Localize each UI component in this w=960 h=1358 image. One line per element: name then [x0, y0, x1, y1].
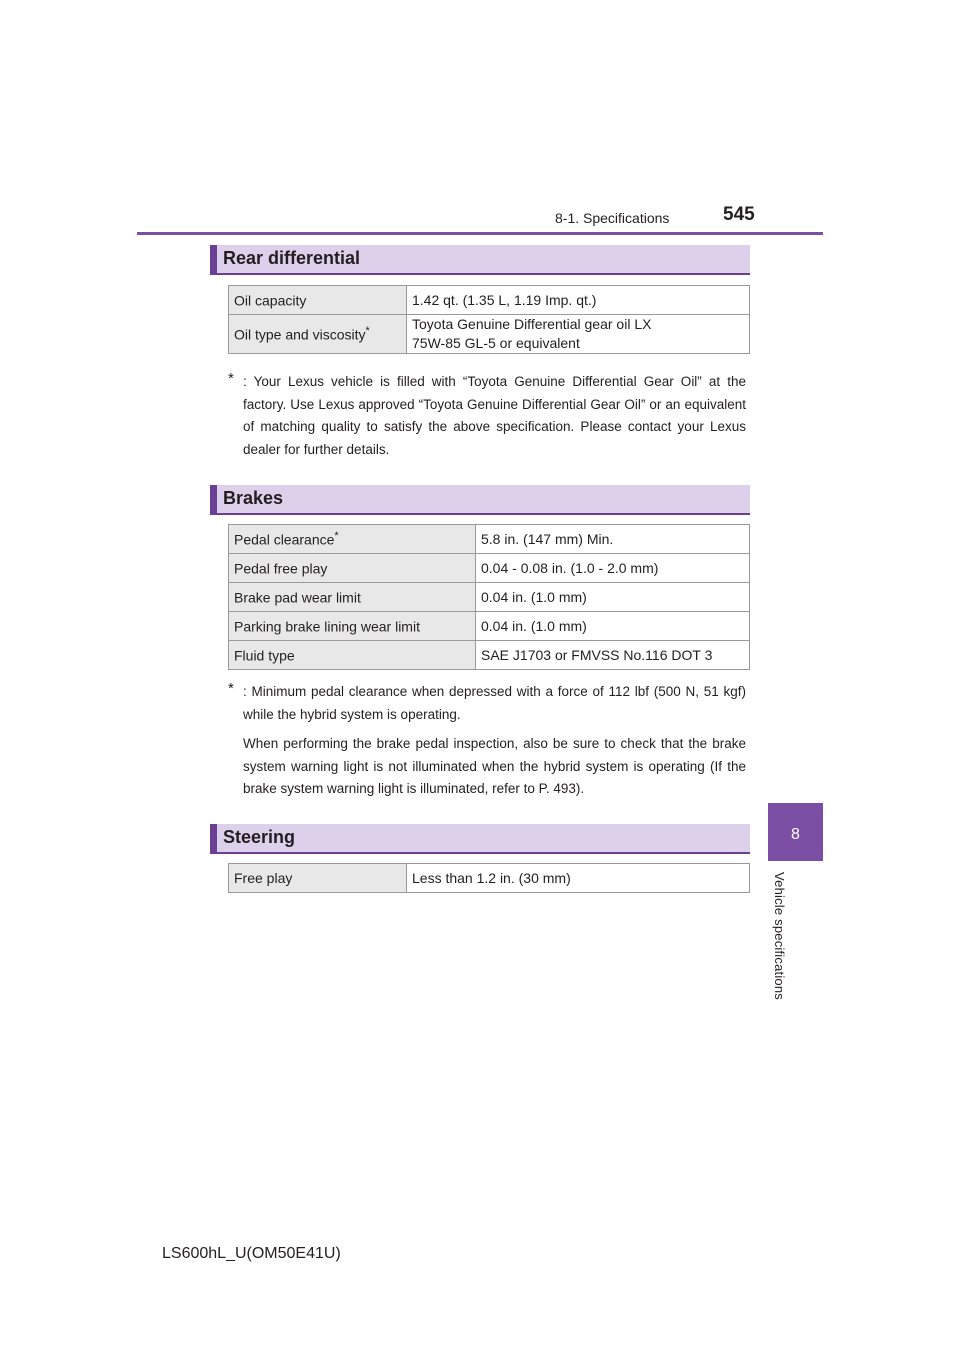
spec-value: 0.04 in. (1.0 mm) — [476, 612, 750, 641]
footnote-text: : Minimum pedal clearance when depressed with a force of 112 lbf (500 N, 51 kgf) while the hybrid system is operating. — [243, 684, 746, 722]
footnote-star: * — [228, 680, 234, 697]
table-row — [229, 525, 750, 554]
section-title: Steering — [223, 827, 296, 847]
table-row — [229, 315, 750, 354]
rear-differential-table — [228, 285, 750, 354]
chapter-tab[interactable] — [768, 803, 823, 861]
spec-value: SAE J1703 or FMVSS No.116 DOT 3 — [476, 641, 750, 670]
footnote-rear-differential — [228, 371, 746, 461]
header-section-title: 8-1. Specifications — [555, 210, 670, 226]
table-row — [229, 554, 750, 583]
spec-label: Parking brake lining wear limit — [229, 612, 476, 641]
spec-label: Pedal clearance* — [229, 525, 476, 554]
table-row — [229, 583, 750, 612]
section-heading-brakes — [210, 485, 750, 515]
document-code: LS600hL_U(OM50E41U) — [162, 1245, 341, 1262]
chapter-number: 8 — [791, 826, 800, 843]
spec-value: 0.04 in. (1.0 mm) — [476, 583, 750, 612]
footnote-star: * — [228, 370, 234, 387]
spec-label: Free play — [229, 864, 407, 893]
steering-table — [228, 863, 750, 893]
table-row — [229, 612, 750, 641]
table-row — [229, 641, 750, 670]
table-row — [229, 864, 750, 893]
spec-value: Toyota Genuine Differential gear oil LX 75W-85 GL-5 or equivalent — [407, 315, 750, 354]
header-rule — [137, 232, 823, 235]
spec-value: 1.42 qt. (1.35 L, 1.19 Imp. qt.) — [407, 286, 750, 315]
table-row — [229, 286, 750, 315]
section-title: Brakes — [223, 488, 284, 508]
spec-label: Oil capacity — [229, 286, 407, 315]
spec-value: 5.8 in. (147 mm) Min. — [476, 525, 750, 554]
spec-label: Pedal free play — [229, 554, 476, 583]
spec-value: 0.04 - 0.08 in. (1.0 - 2.0 mm) — [476, 554, 750, 583]
footnote-brakes — [228, 681, 746, 726]
section-heading-steering — [210, 824, 750, 854]
page-number: 545 — [723, 204, 755, 225]
spec-label: Oil type and viscosity* — [229, 315, 407, 354]
section-title: Rear differential — [223, 248, 361, 268]
spec-value: Less than 1.2 in. (30 mm) — [407, 864, 750, 893]
brakes-table — [228, 524, 750, 670]
spec-label: Brake pad wear limit — [229, 583, 476, 612]
footnote-text: : Your Lexus vehicle is filled with “Toyota Genuine Differential Gear Oil” at the factory. Use Lexus approved “Toyota Genuine Differential Gear Oil” or an equivalent of matching quality to satisfy the above specification. Please contact your Lexus dealer for further details. — [243, 374, 746, 457]
section-heading-rear-differential — [210, 245, 750, 275]
chapter-label: Vehicle specifications — [772, 872, 787, 1000]
brake-inspection-paragraph: When performing the brake pedal inspection, also be sure to check that the brake system warning light is not illuminated when the hybrid system is operating (If the brake system warning light is illuminated, refer to P. 493). — [243, 736, 746, 796]
spec-label: Fluid type — [229, 641, 476, 670]
